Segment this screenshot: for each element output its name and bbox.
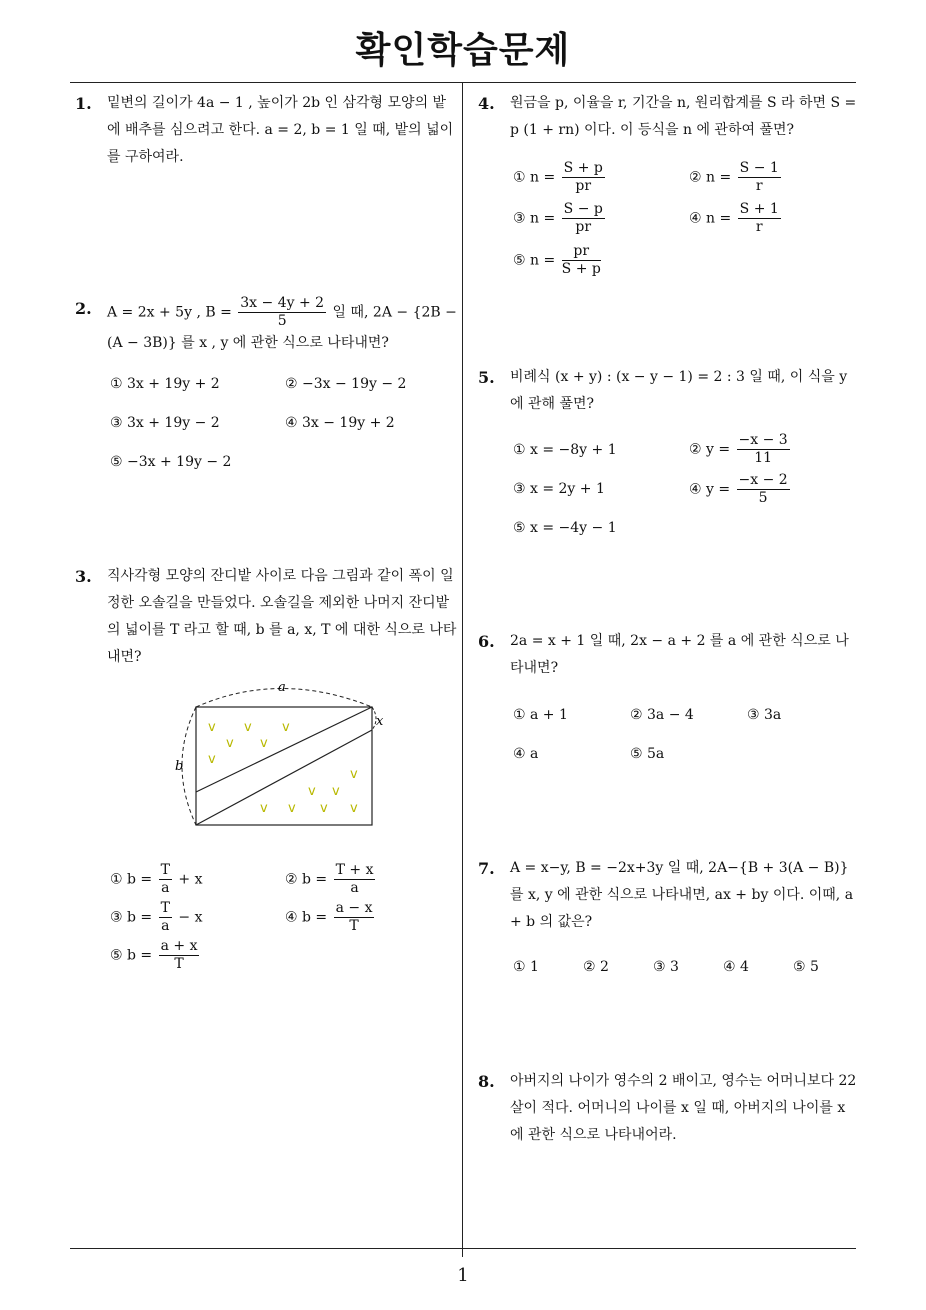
fraction	[562, 201, 605, 236]
option-prefix: ④ y =	[689, 481, 735, 498]
fraction	[738, 201, 781, 236]
grass-mark: v	[288, 801, 296, 816]
numerator: a + x	[160, 938, 198, 954]
page-number: 1	[457, 1265, 469, 1286]
grass-marks	[208, 720, 358, 816]
question-number: 3.	[75, 567, 92, 586]
option-1[interactable]: ① 3x + 19y + 2	[110, 376, 220, 392]
question-6	[478, 628, 860, 682]
option-prefix: ⑤ b =	[110, 947, 157, 964]
question-text-part: A = 2x + 5y , B =	[107, 304, 237, 321]
denominator: pr	[575, 178, 592, 194]
denominator: a	[350, 880, 359, 896]
numerator: S + p	[563, 160, 603, 176]
grass-mark: v	[260, 736, 268, 751]
option-1[interactable]	[110, 862, 202, 897]
option-4[interactable]: ④ 4	[723, 959, 749, 975]
bottom-rule	[70, 1248, 856, 1249]
numerator: 3x − 4y + 2	[240, 295, 325, 311]
option-5[interactable]: ⑤ 5a	[630, 746, 665, 762]
numerator: a − x	[335, 900, 373, 916]
option-prefix: ③ b =	[110, 909, 157, 926]
question-text: 비례식 (x + y) : (x − y − 1) = 2 : 3 일 때, 이 식을 y 에 관해 풀면?	[510, 369, 848, 412]
fraction	[562, 160, 605, 195]
option-5[interactable]	[513, 243, 603, 278]
grass-mark: v	[350, 767, 358, 782]
option-3[interactable]	[513, 201, 607, 236]
fraction	[334, 900, 375, 935]
option-1[interactable]: ① x = −8y + 1	[513, 442, 617, 458]
option-5[interactable]: ⑤ x = −4y − 1	[513, 520, 617, 536]
option-4[interactable]: ④ a	[513, 746, 539, 762]
grass-mark: v	[282, 720, 290, 735]
question-number: 7.	[478, 859, 495, 878]
question-number: 8.	[478, 1072, 495, 1091]
page-title: 확인학습문제	[355, 30, 571, 71]
question-text	[107, 295, 457, 357]
question-text: 직사각형 모양의 잔디밭 사이로 다음 그림과 같이 폭이 일정한 오솔길을 만들었다. 오솔길을 제외한 나머지 잔디밭의 넓이를 T 라고 할 때, b 를 a, x, T 에 대한 식으로 나타내면?	[107, 568, 457, 665]
question-text-part: 일 때, 2A − {2B − (A − 3B)} 를 x , y 에 관한 식으로 나타내면?	[107, 304, 457, 351]
denominator: 5	[277, 313, 287, 329]
label-b: b	[175, 759, 184, 774]
option-4[interactable]	[689, 201, 783, 236]
option-prefix: ② b =	[285, 871, 332, 888]
question-4	[478, 90, 860, 144]
question-text: 원금을 p, 이율을 r, 기간을 n, 원리합계를 S 라 하면 S = p (1 + rn) 이다. 이 등식을 n 에 관하여 풀면?	[510, 95, 857, 138]
option-2[interactable]: ② 2	[583, 959, 609, 975]
option-4[interactable]: ④ 3x − 19y + 2	[285, 415, 395, 431]
question-text: 밑변의 길이가 4a − 1 , 높이가 2b 인 삼각형 모양의 밭에 배추를 심으려고 한다. a = 2, b = 1 일 때, 밭의 넓이를 구하여라.	[107, 95, 454, 165]
numerator: T	[160, 900, 170, 916]
question-text: A = x−y, B = −2x+3y 일 때, 2A−{B + 3(A − B)} 를 x, y 에 관한 식으로 나타내면, ax + by 이다. 이때, a + b 의 값은?	[510, 860, 854, 930]
option-prefix: ② n =	[689, 169, 736, 186]
option-prefix: ⑤ n =	[513, 252, 560, 269]
grass-mark: v	[308, 784, 316, 799]
grass-mark: v	[208, 752, 216, 767]
path-edge-lower	[196, 730, 372, 825]
option-2[interactable]: ② −3x − 19y − 2	[285, 376, 407, 392]
question-text: 아버지의 나이가 영수의 2 배이고, 영수는 어머니보다 22 살이 적다. 어머니의 나이를 x 일 때, 아버지의 나이를 x 에 관한 식으로 나타내어라.	[510, 1073, 857, 1143]
question-3	[75, 563, 457, 671]
fraction	[159, 862, 172, 897]
grass-mark: v	[320, 801, 328, 816]
option-5[interactable]	[110, 938, 201, 973]
label-x: x	[376, 714, 384, 729]
option-5[interactable]: ⑤ 5	[793, 959, 819, 975]
numerator: T + x	[335, 862, 374, 878]
option-prefix: ① b =	[110, 871, 157, 888]
grass-mark: v	[350, 801, 358, 816]
option-suffix: + x	[173, 871, 203, 888]
question-text: 2a = x + 1 일 때, 2x − a + 2 를 a 에 관한 식으로 나타내면?	[510, 633, 849, 676]
question-8	[478, 1068, 860, 1149]
option-4[interactable]	[285, 900, 376, 935]
fraction	[562, 243, 601, 278]
option-prefix: ① n =	[513, 169, 560, 186]
numerator: pr	[562, 243, 601, 261]
option-suffix: − x	[173, 909, 203, 926]
denominator: a	[161, 918, 170, 934]
option-prefix: ③ n =	[513, 210, 560, 227]
option-prefix: ④ b =	[285, 909, 332, 926]
option-2[interactable]: ② 3a − 4	[630, 707, 694, 723]
column-divider	[462, 82, 463, 1257]
fraction	[159, 938, 200, 973]
numerator: S − p	[563, 201, 603, 217]
question-number: 2.	[75, 299, 92, 318]
option-prefix: ② y =	[689, 441, 735, 458]
denominator: r	[755, 178, 763, 194]
fraction	[738, 160, 781, 195]
fraction	[334, 862, 376, 897]
fraction	[737, 472, 790, 507]
option-3[interactable]: ③ 3a	[747, 707, 782, 723]
option-1[interactable]	[513, 160, 607, 195]
fraction	[737, 432, 790, 467]
question-number: 6.	[478, 632, 495, 651]
fraction	[238, 295, 326, 330]
denominator: pr	[575, 219, 592, 235]
denominator: r	[755, 219, 763, 235]
grass-mark: v	[244, 720, 252, 735]
option-3[interactable]	[110, 900, 202, 935]
option-3[interactable]: ③ x = 2y + 1	[513, 481, 605, 497]
question-number: 4.	[478, 94, 495, 113]
question-5	[478, 364, 860, 418]
grass-mark: v	[332, 784, 340, 799]
option-3[interactable]: ③ 3	[653, 959, 679, 975]
denominator: 5	[758, 490, 768, 506]
question-2	[75, 295, 457, 357]
lawn-figure	[160, 675, 400, 835]
numerator: S − 1	[739, 160, 779, 176]
numerator: −x − 3	[738, 432, 788, 448]
label-a: a	[278, 680, 286, 695]
question-1	[75, 90, 457, 171]
option-2[interactable]	[285, 862, 377, 897]
denominator: T	[349, 918, 359, 934]
numerator: −x − 2	[738, 472, 788, 488]
option-prefix: ④ n =	[689, 210, 736, 227]
denominator: S + p	[561, 261, 601, 277]
top-rule	[70, 82, 856, 83]
option-2[interactable]	[689, 432, 792, 467]
question-7	[478, 855, 860, 936]
option-1[interactable]: ① 1	[513, 959, 539, 975]
option-4[interactable]	[689, 472, 792, 507]
grass-mark: v	[226, 736, 234, 751]
denominator: a	[161, 880, 170, 896]
option-1[interactable]: ① a + 1	[513, 707, 568, 723]
fraction	[159, 900, 172, 935]
numerator: T	[160, 862, 170, 878]
grass-mark: v	[260, 801, 268, 816]
question-number: 1.	[75, 94, 92, 113]
numerator: S + 1	[739, 201, 779, 217]
denominator: 11	[754, 450, 773, 466]
option-5[interactable]: ⑤ −3x + 19y − 2	[110, 454, 232, 470]
question-number: 5.	[478, 368, 495, 387]
option-2[interactable]	[689, 160, 783, 195]
denominator: T	[174, 956, 184, 972]
dimension-b	[182, 707, 196, 825]
grass-mark: v	[208, 720, 216, 735]
option-3[interactable]: ③ 3x + 19y − 2	[110, 415, 220, 431]
